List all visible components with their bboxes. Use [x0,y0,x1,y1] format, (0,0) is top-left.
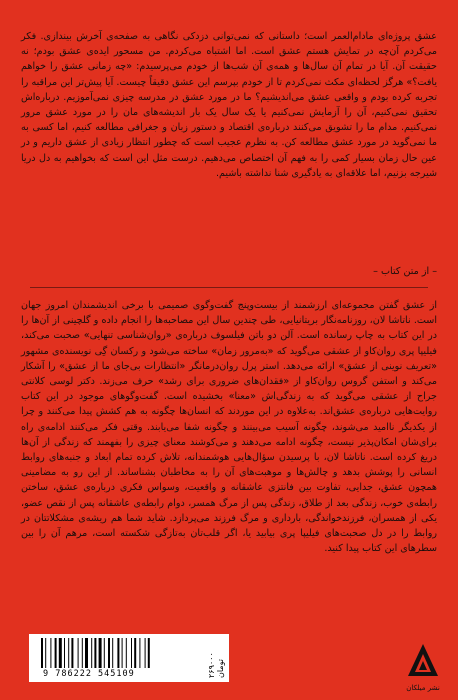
price-label: ۲۶۹۰۰۰ تومان [207,652,225,678]
isbn-barcode [39,638,199,668]
description-paragraph: از عشق گفتن مجموعه‌ای ارزشمند از بیست‌وپنج گفت‌وگوی صمیمی با برخی اندیشمندان امروز جهان است. ناتاشا لان، روزنامه‌نگار بریتانیایی، طی چندین سال این مصاحبه‌ها را انجام داده و گلچینی از آن‌ها را در این کتاب به چاپ رسانده است. آلن دو باتن فیلسوف درباره‌ی «روان‌شناسی تنهایی» صحبت می‌کند، فیلیپا پری روان‌کاو از عشقی می‌گوید که «به‌مرور زمان» ساخته می‌شود و رکسان گِی نویسنده‌ی مشهور «تعریف نوینی از عشق» ارائه می‌دهد. استر پرل روان‌درمانگر «انتظارات بی‌جای ما از عشق» را آشکار می‌کند و استفن گروس روان‌کاو از «فقدان‌های ضروری برای رشد» حرف می‌زند. دکتر لوسی کلانتی جراح از عشقی می‌گوید که به زندگی‌اش «معنا» بخشیده است. گفت‌وگوهای موجود در این کتاب روایت‌هایی درباره‌ی عشق‌اند. به‌علاوه در این موردند که انسان‌ها چگونه به هم کشش پیدا می‌کنند و چرا از یکدیگر ناامید می‌شوند، چگونه آسیب می‌بینند و چگونه شفا می‌یابند. وقتی فکر می‌کنند ادامه‌ی راه برای‌شان امکان‌پذیر نیست، چگونه ادامه می‌دهند و می‌کوشند معنای چیزی را بفهمند که زندگی از آن‌ها دریغ کرده است. ناتاشا لان، با پرسیدن سؤال‌هایی هوشمندانه، تلاش کرده تمام ابعاد و جنبه‌های روابط انسانی را پوشش بدهد و چالش‌ها و موهبت‌های آن را به مخاطبان بشناساند. از این رو به مضامینی همچون عشق، جدایی، تفاوت بین فانتزی عاشقانه و واقعیت، وسواس فکری درباره‌ی عشق، ساختن رابطه‌ی خوب، زندگی بعد از طلاق، زندگی پس از مرگ همسر، دوام رابطه‌ی عاشقانه پس از نقص عضو، یکی از همسران، فرزندخواندگی، بارداری و مرگ فرزند می‌پردازد. شاید شما هم ریشه‌ی مشکلاتتان در روابط را در دل صحبت‌های فیلیپا پری بیابید یا، اگر قلب‌تان به‌تازگی شکسته است، مرهم آن را بین سطرهای این کتاب پیدا کنید. [21,300,437,555]
barcode-box [29,634,229,682]
book-excerpt [21,29,437,181]
book-description [21,298,437,556]
excerpt-source: – از متن کتاب – [373,266,437,277]
section-divider [30,287,428,288]
excerpt-paragraph: عشق پروژه‌ای مادام‌العمر است؛ داستانی که نمی‌توانی دزدکی نگاهی به صفحه‌ی آخرش بیندازی. فکر می‌کردم آن‌چه در تمایش هستم عشق است. اما اشتباه می‌کردم. من مسحور ایده‌ی عشق بودم؛ نه حقیقت آن. آیا در تمام آن سال‌ها و همه‌ی آن شب‌ها از خودم می‌پرسیدم: «چه زمانی عشق را خواهم یافت؟» هرگز لحظه‌ای مکث نمی‌کردم تا از خودم بپرسم این عشق دقیقاً چیست. آیا پیش‌تر این مراقبه را تجربه کرده بودم و واقعی عشق می‌اندیشیم؟ ما در مورد عشق در مدرسه چیزی نمی‌آموزیم. درباره‌اش تحقیق نمی‌کنیم، آن را آزمایش نمی‌کنیم یا یک سال یک بار اندیشه‌های مان را در مورد عشق مرور نمی‌کنیم. مدام ما را تشویق می‌کنند درباره‌ی اقتصاد و دستور زبان و جغرافی مطالعه کنیم، اما کسی به ما نمی‌گوید در مورد عشق مطالعه کن. به نظرم عجیب است که چطور انتظار زیادی از عشق داریم و در عین حال زمان بسیار کمی را به فهم آن اختصاص می‌دهیم. درست مثل این است که بخواهیم به دل دریا شیرجه بزنیم، اما علاقه‌ای به یادگیری شنا نداشته باشیم. [21,31,437,179]
publisher-logo-icon [406,642,440,680]
publisher-name: نشر میلکان [406,684,440,692]
isbn-digits: 9 786222 545109 [43,669,135,679]
